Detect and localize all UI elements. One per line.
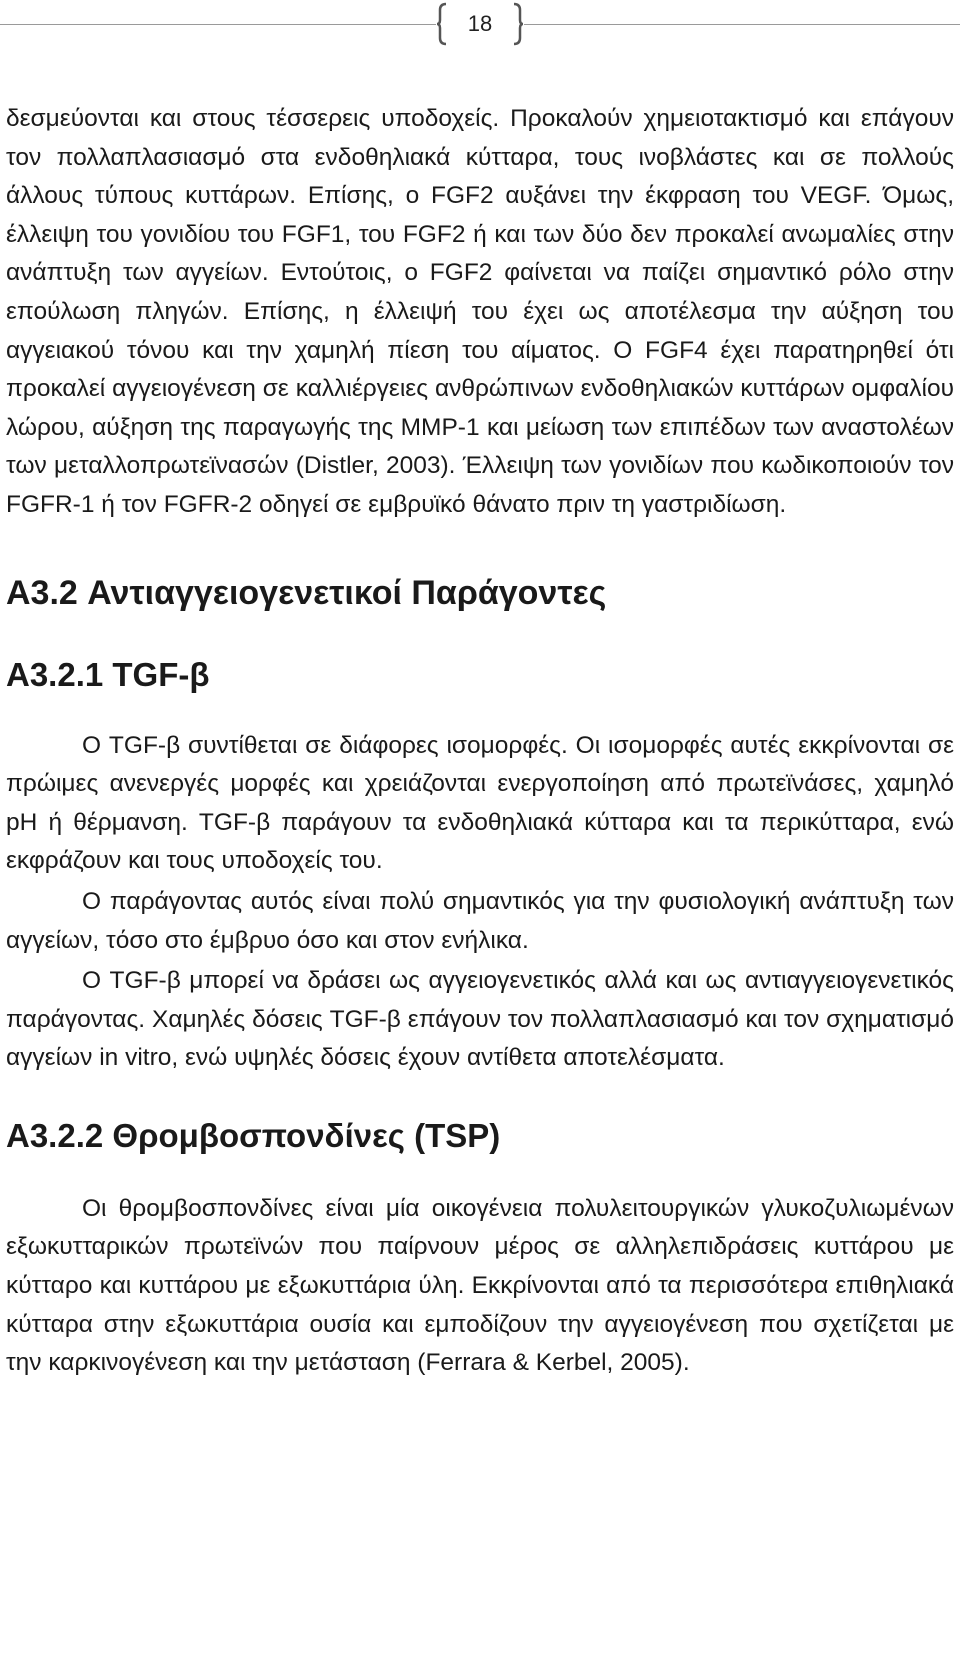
section-body-thrombospondins [6,1190,954,1383]
section-heading-a32: A3.2 Αντιαγγειογενετικοί Παράγοντες [6,573,607,612]
paragraph: Ο παράγοντας αυτός είναι πολύ σημαντικός για την φυσιολογική ανάπτυξη των αγγείων, τόσο στο έμβρυο όσο και στον ενήλικα. [6,887,954,954]
section-heading-a321: A3.2.1 TGF-β [6,655,210,693]
document-body [6,100,954,1383]
paragraph: Ο TGF-β συντίθεται σε διάφορες ισομορφές. Οι ισομορφές αυτές εκκρίνονται σε πρώιμες ανενεργές μορφές και χρειάζονται ενεργοποίηση από πρωτεϊνάσες, χαμηλό pH ή θέρμανση. TGF-β παράγουν τα ενδοθηλιακά κύτταρα και τα περικύτταρα, ενώ εκφράζουν και τους υποδοχείς του. [6,731,954,875]
header-rule-right [524,24,960,25]
page-header [0,0,960,52]
page-number: 18 [467,11,493,36]
header-rule-left [0,24,436,25]
intro-paragraph: δεσμεύονται και στους τέσσερεις υποδοχείς. Προκαλούν χημειοτακτισμό και επάγουν τον πολλαπλασιασμό στα ενδοθηλιακά κύτταρα, τους ινοβλάστες και σε πολλούς άλλους τύπους κυττάρων. Επίσης, ο FGF2 αυξάνει την έκφραση του VEGF. Όμως, έλλειψη του γονιδίου του FGF1, του FGF2 ή και των δύο δεν προκαλεί ανωμαλίες στην ανάπτυξη των αγγείων. Εντούτοις, ο FGF2 φαίνεται να παίζει σημαντικό ρόλο στην επούλωση πληγών. Επίσης, η έλλειψή του έχει ως αποτέλεσμα την αύξηση του αγγειακού τόνου και την χαμηλή πίεση του αίματος. Ο FGF4 έχει παρατηρηθεί ότι προκαλεί αγγειογένεση σε καλλιέργειες ανθρώπινων ενδοθηλιακών κυττάρων ομφαλίου λώρου, αύξηση της παραγωγής της MMP-1 και μείωση των επιπέδων των αναστολέων των μεταλλοπρωτεϊνασών (Distler, 2003). Έλλειψη των γονιδίων που κωδικοποιούν τον FGFR-1 ή τον FGFR-2 οδηγεί σε εμβρυϊκό θάνατο πριν τη γαστριδίωση. [6,105,954,518]
page-number-frame [436,2,524,46]
paragraph: Ο TGF-β μπορεί να δράσει ως αγγειογενετικός αλλά και ως αντιαγγειογενετικός παράγοντας. Χαμηλές δόσεις TGF-β επάγουν τον πολλαπλασιασμό και τον σχηματισμό αγγείων in vitro, ενώ υψηλές δόσεις έχουν αντίθετα αποτελέσματα. [6,967,954,1072]
paragraph: Οι θρομβοσπονδίνες είναι μία οικογένεια πολυλειτουργικών γλυκοζυλιωμένων εξωκυτταρικών πρωτεϊνών που παίρνουν μέρος σε αλληλεπιδράσεις κυττάρου με κύτταρο και κυττάρου με εξωκυττάρια ύλη. Εκκρίνονται από τα περισσότερα επιθηλιακά κύτταρα στην εξωκυττάρια ουσία και εμποδίζουν την αγγειογένεση που σχετίζεται με την καρκινογένεση και την μετάσταση (Ferrara & Kerbel, 2005). [6,1194,954,1377]
section-body-tgf-beta [6,727,954,1078]
section-heading-a322: A3.2.2 Θρομβοσπονδίνες (TSP) [6,1116,501,1154]
